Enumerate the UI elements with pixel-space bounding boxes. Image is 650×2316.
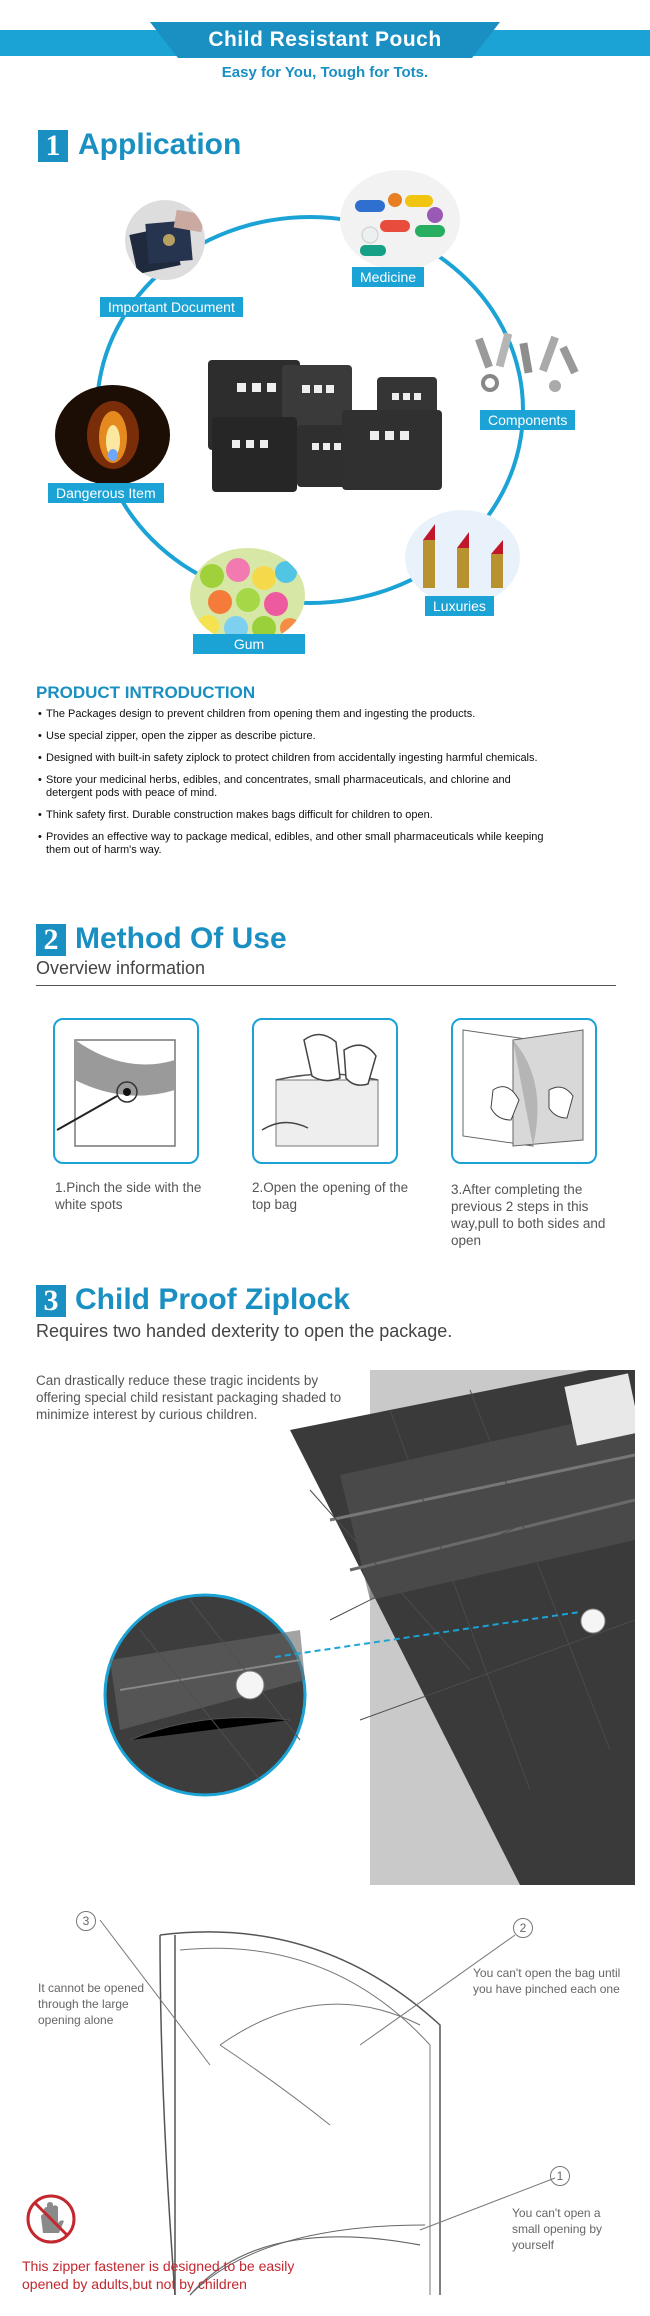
- section-3-subtitle: Requires two handed dexterity to open the package.: [36, 1321, 453, 1341]
- pinch-icon: [55, 1020, 199, 1164]
- marker-2: 2: [513, 1918, 533, 1938]
- step-2-caption: 2.Open the opening of the top bag: [252, 1180, 409, 1212]
- section-3-description: Can drastically reduce these tragic incidents by offering special child resistant packaging shaded to minimize interest by curious children.: [36, 1373, 342, 1422]
- list-item: • The Packages design to prevent children from opening them and ingesting the products.: [38, 708, 558, 721]
- marker-3: 3: [76, 1911, 96, 1931]
- tag-luxuries: Luxuries: [425, 596, 494, 616]
- marker-1: 1: [550, 2166, 570, 2186]
- section-2-title: Method Of Use: [75, 922, 287, 955]
- list-item: • Designed with built-in safety ziplock to protect children from accidentally ingesting harmful chemicals.: [38, 752, 558, 765]
- page-subtitle: Easy for You, Tough for Tots.: [221, 64, 429, 81]
- passport-image: [125, 200, 205, 280]
- screws-image: [470, 328, 590, 408]
- gum-balls-image: [190, 548, 305, 643]
- pull-apart-icon: [453, 1020, 597, 1164]
- section-3-title: Child Proof Ziplock: [75, 1283, 350, 1316]
- magnifier-dashed-line: [275, 1602, 585, 1662]
- note-pinch-each: You can't open the bag until you have pinched each one: [473, 1966, 621, 1996]
- tag-medicine: Medicine: [352, 267, 424, 287]
- open-hands-icon: [254, 1020, 398, 1164]
- tag-dangerous-item: Dangerous Item: [48, 483, 164, 503]
- tag-important-document: Important Document: [100, 297, 243, 317]
- warning-text: This zipper fastener is designed to be easily opened by adults,but not by children: [22, 2258, 295, 2292]
- lipstick-image: [405, 510, 520, 605]
- section-1-number: 1: [38, 130, 68, 162]
- list-item: • Use special zipper, open the zipper as describe picture.: [38, 730, 558, 743]
- black-pouches-image: [202, 355, 447, 495]
- step-3-illustration: [451, 1018, 597, 1164]
- list-item: • Store your medicinal herbs, edibles, and concentrates, small pharmaceuticals, and chlorine and detergent pods with peace of mind.: [38, 774, 558, 800]
- note-large-opening: It cannot be opened through the large opening alone: [38, 1981, 145, 2027]
- list-item: • Provides an effective way to package medical, edibles, and other small pharmaceuticals while keeping them out of harm's way.: [38, 831, 558, 857]
- step-2-illustration: [252, 1018, 398, 1164]
- medicine-pills-image: [340, 170, 460, 270]
- page-title: Child Resistant Pouch: [208, 28, 442, 51]
- step-3-caption: 3.After completing the previous 2 steps in this way,pull to both sides and open: [451, 1182, 606, 1248]
- product-intro-list: [38, 708, 558, 866]
- list-item: • Think safety first. Durable construction makes bags difficult for children to open.: [38, 809, 558, 822]
- no-hand-icon: [25, 2193, 77, 2245]
- product-intro-title: PRODUCT INTRODUCTION: [36, 683, 256, 702]
- tag-gum: Gum: [193, 634, 305, 654]
- section-2-subtitle: Overview information: [36, 958, 206, 978]
- tag-components: Components: [480, 410, 575, 430]
- divider: [36, 985, 616, 986]
- step-1-caption: 1.Pinch the side with the white spots: [55, 1180, 202, 1212]
- section-1-title: Application: [78, 128, 242, 161]
- flame-image: [55, 385, 170, 485]
- step-1-illustration: [53, 1018, 199, 1164]
- note-small-opening: You can't open a small opening by yourself: [512, 2206, 603, 2252]
- section-3-number: 3: [36, 1285, 66, 1317]
- section-2-number: 2: [36, 924, 66, 956]
